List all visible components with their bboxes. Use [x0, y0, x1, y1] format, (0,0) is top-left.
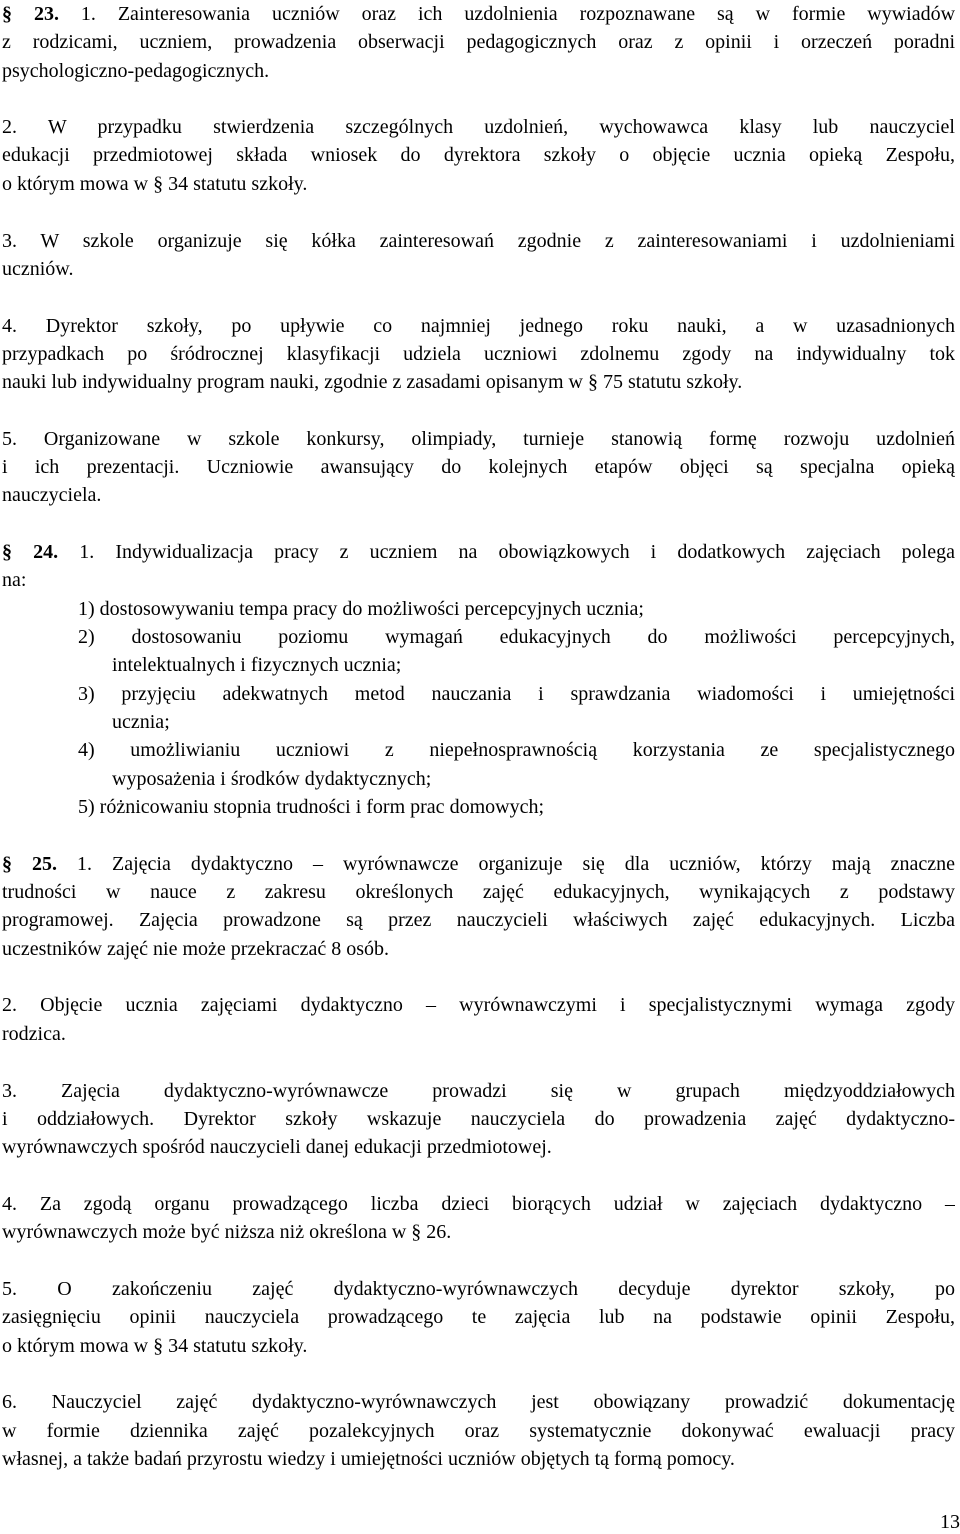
section-heading-24: § 24.	[2, 541, 59, 563]
section-heading-25: § 25.	[2, 853, 57, 875]
paragraph-23-1-line: § 23. 1. Zainteresowania uczniów oraz ich uzdolnienia rozpoznawane są w formie wywiadów	[2, 3, 955, 25]
paragraph-25-1-line: trudności w nauce z zakresu określonych zajęć edukacyjnych, wynikających z podstawy	[2, 881, 955, 903]
paragraph-23-1-line: psychologiczno-pedagogicznych.	[2, 60, 270, 82]
paragraph-25-1-line: uczestników zajęć nie może przekraczać 8 osób.	[2, 938, 390, 960]
paragraph-23-1-line: z rodzicami, uczniem, prowadzenia obserwacji pedagogicznych oraz z opinii i orzeczeń poradni	[2, 31, 955, 53]
paragraph-25-6-line: 6. Nauczyciel zajęć dydaktyczno-wyrównawczych jest obowiązany prowadzić dokumentację	[2, 1391, 955, 1413]
paragraph-25-5-line: zasięgnięciu opinii nauczyciela prowadzącego te zajęcia lub na podstawie opinii Zespołu,	[2, 1306, 955, 1328]
paragraph-23-4-line: 4. Dyrektor szkoły, po upływie co najmniej jednego roku nauki, a w uzasadnionych	[2, 315, 955, 337]
list-item-continuation: intelektualnych i fizycznych ucznia;	[112, 654, 402, 676]
paragraph-23-2-line: 2. W przypadku stwierdzenia szczególnych uzdolnień, wychowawca klasy lub nauczyciel	[2, 116, 955, 138]
paragraph-23-3-line: 3. W szkole organizuje się kółka zainteresowań zgodnie z zainteresowaniami i uzdolnieniami	[2, 230, 955, 252]
list-item-continuation: wyposażenia i środków dydaktycznych;	[112, 768, 432, 790]
paragraph-24-1-line: § 24. 1. Indywidualizacja pracy z uczniem na obowiązkowych i dodatkowych zajęciach polega	[2, 541, 955, 563]
paragraph-25-1-line: § 25. 1. Zajęcia dydaktyczno – wyrównawcze organizuje się dla uczniów, którzy mają znaczne	[2, 853, 955, 875]
list-item: 1) dostosowywaniu tempa pracy do możliwości percepcyjnych ucznia;	[78, 598, 644, 620]
page-number: 13	[940, 1511, 960, 1533]
paragraph-23-4-line: przypadkach po śródrocznej klasyfikacji udziela uczniowi zdolnemu zgody na indywidualny tok	[2, 343, 955, 365]
paragraph-24-1-line: na:	[2, 569, 27, 591]
paragraph-25-2-line: rodzica.	[2, 1023, 66, 1045]
paragraph-25-5-line: o którym mowa w § 34 statutu szkoły.	[2, 1335, 308, 1357]
list-item: 2) dostosowaniu poziomu wymagań edukacyjnych do możliwości percepcyjnych,	[78, 626, 955, 648]
list-item-continuation: ucznia;	[112, 711, 170, 733]
paragraph-25-5-line: 5. O zakończeniu zajęć dydaktyczno-wyrównawczych decyduje dyrektor szkoły, po	[2, 1278, 955, 1300]
list-item: 3) przyjęciu adekwatnych metod nauczania i sprawdzania wiadomości i umiejętności	[78, 683, 955, 705]
paragraph-23-5-line: 5. Organizowane w szkole konkursy, olimpiady, turnieje stanowią formę rozwoju uzdolnień	[2, 428, 955, 450]
paragraph-25-6-line: w formie dziennika zajęć pozalekcyjnych oraz systematycznie dokonywać ewaluacji pracy	[2, 1420, 955, 1442]
paragraph-23-5-line: i ich prezentacji. Uczniowie awansujący do kolejnych etapów objęci są specjalna opieką	[2, 456, 955, 478]
paragraph-25-3-line: wyrównawczych spośród nauczycieli danej edukacji przedmiotowej.	[2, 1136, 552, 1158]
paragraph-23-2-line: o którym mowa w § 34 statutu szkoły.	[2, 173, 308, 195]
paragraph-25-2-line: 2. Objęcie ucznia zajęciami dydaktyczno – wyrównawczymi i specjalistycznymi wymaga zgody	[2, 994, 955, 1016]
paragraph-25-1-line: programowej. Zajęcia prowadzone są przez nauczycieli właściwych zajęć edukacyjnych. Liczba	[2, 909, 955, 931]
list-item: 4) umożliwianiu uczniowi z niepełnosprawnością korzystania ze specjalistycznego	[78, 739, 955, 761]
paragraph-25-3-line: i oddziałowych. Dyrektor szkoły wskazuje nauczyciela do prowadzenia zajęć dydaktyczno-	[2, 1108, 955, 1130]
paragraph-25-4-line: wyrównawczych może być niższa niż określona w § 26.	[2, 1221, 452, 1243]
section-heading-23: § 23.	[2, 3, 59, 25]
paragraph-23-2-line: edukacji przedmiotowej składa wniosek do dyrektora szkoły o objęcie ucznia opieką Zespołu,	[2, 144, 955, 166]
paragraph-25-6-line: własnej, a także badań przyrostu wiedzy i umiejętności uczniów objętych tą formą pomocy.	[2, 1448, 735, 1470]
paragraph-23-5-line: nauczyciela.	[2, 484, 102, 506]
paragraph-25-3-line: 3. Zajęcia dydaktyczno-wyrównawcze prowadzi się w grupach międzyoddziałowych	[2, 1080, 955, 1102]
paragraph-23-4-line: nauki lub indywidualny program nauki, zgodnie z zasadami opisanym w § 75 statutu szkoły.	[2, 371, 743, 393]
paragraph-25-4-line: 4. Za zgodą organu prowadzącego liczba dzieci biorących udział w zajęciach dydaktyczno –	[2, 1193, 955, 1215]
paragraph-23-3-line: uczniów.	[2, 258, 74, 280]
list-item: 5) różnicowaniu stopnia trudności i form prac domowych;	[78, 796, 544, 818]
